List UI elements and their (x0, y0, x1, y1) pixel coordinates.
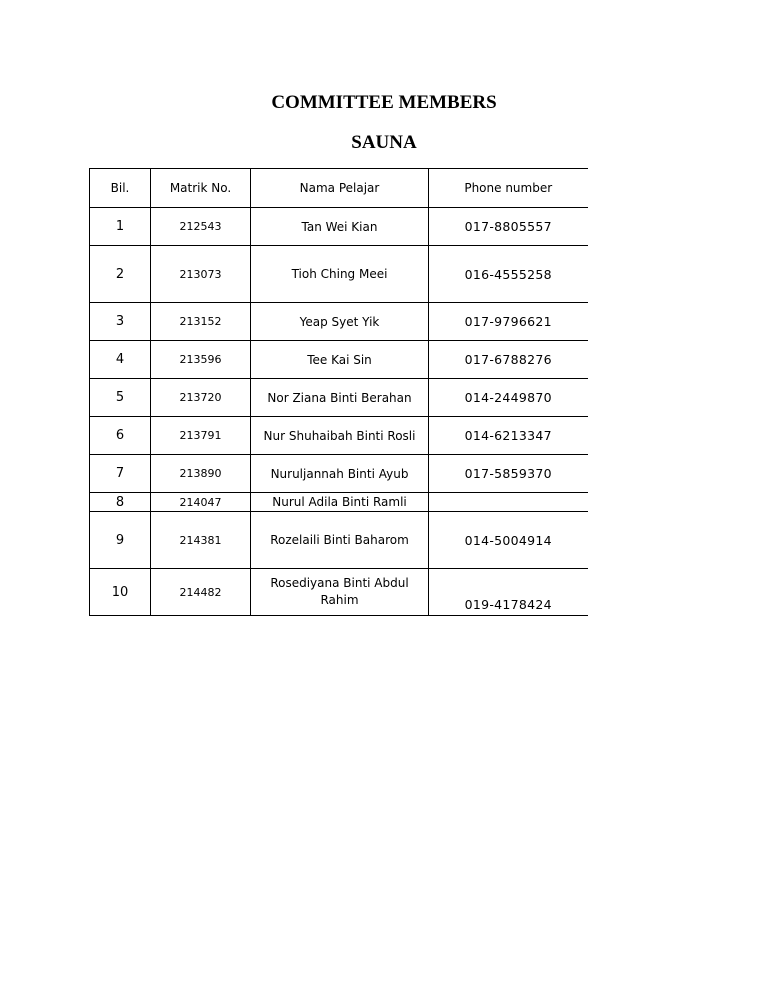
cell-bil: 10 (90, 569, 151, 616)
header-nama: Nama Pelajar (251, 169, 429, 208)
cell-nama: Rozelaili Binti Baharom (251, 512, 429, 569)
table-row (90, 512, 588, 569)
committee-members-table (89, 168, 588, 616)
table-row (90, 417, 588, 455)
table-row (90, 208, 588, 246)
table-row (90, 455, 588, 493)
cell-nama: Nurul Adila Binti Ramli (251, 493, 429, 512)
cell-matrik: 213791 (151, 417, 251, 455)
cell-nama-line2: Rahim (320, 593, 359, 607)
cell-nama: Nuruljannah Binti Ayub (251, 455, 429, 493)
cell-phone: 016-4555258 (429, 246, 588, 303)
table-row (90, 569, 588, 616)
table-row (90, 303, 588, 341)
document-title: COMMITTEE MEMBERS (271, 92, 497, 113)
cell-nama: Nor Ziana Binti Berahan (251, 379, 429, 417)
cell-phone: 017-9796621 (429, 303, 588, 341)
table-row (90, 246, 588, 303)
cell-nama: Tioh Ching Meei (251, 246, 429, 303)
cell-nama: Tee Kai Sin (251, 341, 429, 379)
cell-bil: 1 (90, 208, 151, 246)
cell-nama: Nur Shuhaibah Binti Rosli (251, 417, 429, 455)
cell-phone: 017-5859370 (429, 455, 588, 493)
cell-bil: 5 (90, 379, 151, 417)
cell-matrik: 214381 (151, 512, 251, 569)
cell-matrik: 213720 (151, 379, 251, 417)
cell-nama: Yeap Syet Yik (251, 303, 429, 341)
cell-matrik: 214482 (151, 569, 251, 616)
cell-nama-line1: Rosediyana Binti Abdul (270, 576, 409, 590)
header-bil: Bil. (90, 169, 151, 208)
cell-matrik: 213890 (151, 455, 251, 493)
cell-bil: 8 (90, 493, 151, 512)
cell-matrik: 213152 (151, 303, 251, 341)
cell-bil: 9 (90, 512, 151, 569)
cell-bil: 4 (90, 341, 151, 379)
cell-nama (251, 569, 429, 616)
header-matrik: Matrik No. (151, 169, 251, 208)
cell-matrik: 212543 (151, 208, 251, 246)
cell-matrik: 213073 (151, 246, 251, 303)
cell-phone: 014-5004914 (429, 512, 588, 569)
table-row (90, 341, 588, 379)
cell-phone (429, 493, 588, 512)
cell-phone: 017-6788276 (429, 341, 588, 379)
table-row (90, 493, 588, 512)
cell-bil: 6 (90, 417, 151, 455)
cell-phone: 014-2449870 (429, 379, 588, 417)
cell-phone: 017-8805557 (429, 208, 588, 246)
cell-phone: 019-4178424 (429, 569, 588, 616)
cell-bil: 3 (90, 303, 151, 341)
cell-phone: 014-6213347 (429, 417, 588, 455)
document-subtitle: SAUNA (351, 132, 417, 153)
table-header-row (90, 169, 588, 208)
cell-bil: 2 (90, 246, 151, 303)
header-phone: Phone number (429, 169, 588, 208)
cell-nama: Tan Wei Kian (251, 208, 429, 246)
table-row (90, 379, 588, 417)
cell-matrik: 214047 (151, 493, 251, 512)
cell-matrik: 213596 (151, 341, 251, 379)
cell-bil: 7 (90, 455, 151, 493)
